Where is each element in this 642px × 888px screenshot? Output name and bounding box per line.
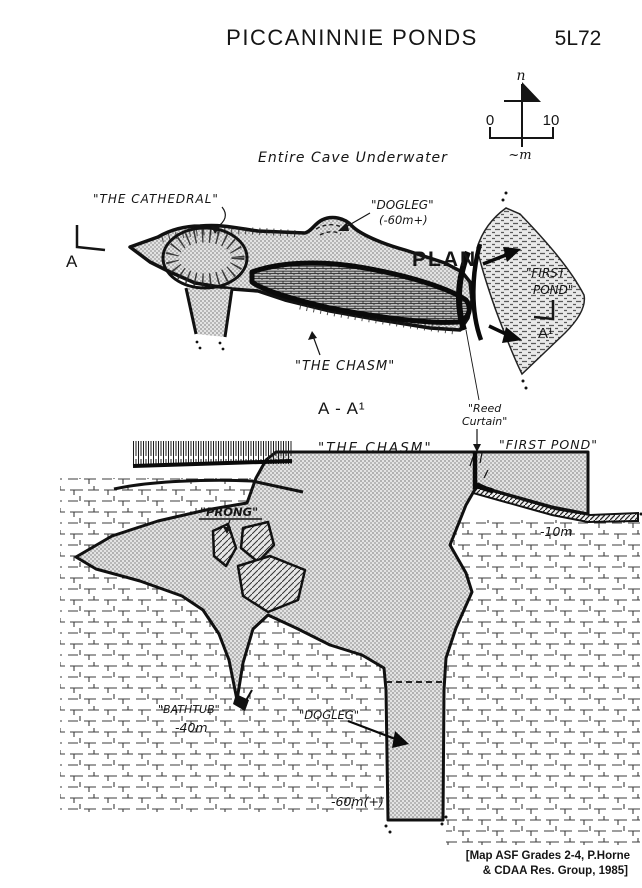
reed-curtain-label-2: Curtain": [462, 415, 508, 428]
dogleg-section-label: "DOGLEG": [299, 708, 359, 722]
bathtub-label: "BATHTUB": [158, 703, 220, 716]
section-marker-a1-label: A¹: [538, 325, 553, 342]
section-view: [60, 330, 642, 845]
dogleg-plan-label: "DOGLEG": [371, 198, 434, 212]
first-pond-section-label: "FIRST POND": [499, 437, 598, 452]
first-pond-plan-label-1: "FIRST: [526, 266, 566, 280]
map-code: 5L72: [554, 27, 602, 50]
reed-curtain-pointer-line: [466, 330, 479, 400]
chasm-section-label: "THE CHASM": [318, 440, 433, 456]
cave-note: Entire Cave Underwater: [258, 150, 448, 166]
north-arrow-icon: [504, 82, 541, 138]
plan-view-label: PLAN: [412, 248, 478, 271]
dogleg-depth-label: (-60m+): [379, 213, 428, 227]
dogleg-depth-section-label: -60m(+): [331, 794, 384, 809]
scale-end-label: 10: [542, 112, 560, 129]
reed-curtain-arrow: [473, 429, 481, 452]
section-marker-a: [77, 225, 105, 250]
scale-unit-label: ~m: [508, 148, 532, 163]
section-marker-a-label: A: [66, 252, 78, 271]
prong-label: "PRONG": [200, 505, 259, 519]
plan-branch-continuation-dots: [196, 341, 225, 351]
chasm-arrow: [308, 331, 320, 355]
cathedral-label: "THE CATHEDRAL": [93, 192, 219, 206]
first-pond-plan-label-2: POND": [533, 283, 574, 297]
scale-start-label: 0: [485, 112, 495, 129]
map-credit-line-1: [Map ASF Grades 2-4, P.Horne: [465, 850, 630, 862]
map-credit-line-2: & CDAA Res. Group, 1985]: [482, 865, 628, 877]
rock-right: [446, 520, 640, 845]
first-pond-depth-label: -10m: [540, 524, 573, 539]
reed-curtain-label-1: "Reed: [468, 402, 502, 415]
plan-view: [66, 192, 584, 390]
north-label: n: [516, 68, 526, 84]
chasm-plan-label: "THE CHASM": [295, 359, 396, 374]
page-title: PICCANINNIE PONDS: [226, 25, 478, 50]
section-view-label: A - A¹: [318, 399, 366, 418]
bathtub-depth-label: -40m: [175, 720, 208, 735]
